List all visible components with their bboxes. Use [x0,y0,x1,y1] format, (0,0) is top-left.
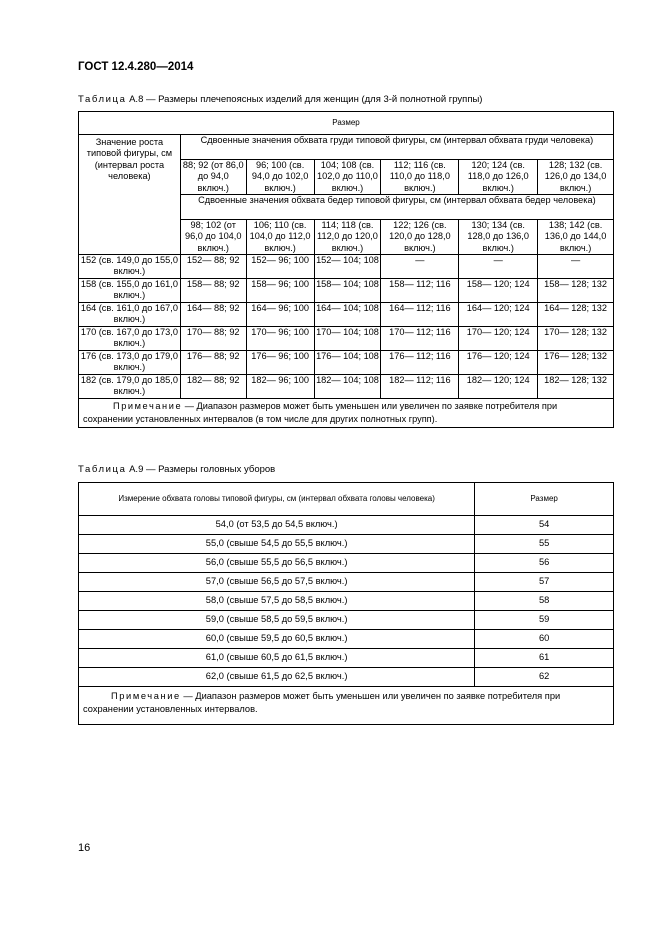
head-size-cell: 60 [475,630,614,649]
size-header: Размер [79,112,614,135]
size-cell: 158— 112; 116 [381,279,459,303]
height-cell: 182 (св. 179,0 до 185,0 включ.) [79,375,181,399]
size-cell: 158— 96; 100 [246,279,314,303]
height-cell: 176 (св. 173,0 до 179,0 включ.) [79,351,181,375]
chest-value-cell: 120; 124 (св. 118,0 до 126,0 включ.) [459,160,538,195]
head-size-cell: 61 [475,649,614,668]
size-cell: 158— 120; 124 [459,279,538,303]
caption-text: А.9 — Размеры головных уборов [126,464,276,475]
size-cell: 176— 96; 100 [246,351,314,375]
head-girth-cell: 56,0 (свыше 55,5 до 56,5 включ.) [79,554,475,573]
size-cell: 164— 128; 132 [538,303,614,327]
size-cell: 158— 88; 92 [180,279,246,303]
chest-value-cell: 112; 116 (св. 110,0 до 118,0 включ.) [381,160,459,195]
head-girth-cell: 57,0 (свыше 56,5 до 57,5 включ.) [79,573,475,592]
size-cell: 158— 104; 108 [314,279,381,303]
size-cell: — [381,255,459,279]
head-size-cell: 56 [475,554,614,573]
size-cell: 182— 96; 100 [246,375,314,399]
size-cell: — [538,255,614,279]
size-cell: 152— 88; 92 [180,255,246,279]
table-row [79,668,614,687]
chest-value-cell: 128; 132 (св. 126,0 до 134,0 включ.) [538,160,614,195]
table-row [79,630,614,649]
table-row [79,573,614,592]
head-girth-cell: 60,0 (свыше 59,5 до 60,5 включ.) [79,630,475,649]
hips-value-cell: 138; 142 (св. 136,0 до 144,0 включ.) [538,220,614,255]
size-cell: — [459,255,538,279]
hips-header: Сдвоенные значения обхвата бедер типовой фигуры, см (интервал обхвата бедер человека) [180,195,613,220]
size-cell: 170— 104; 108 [314,327,381,351]
table-row [79,351,614,375]
size-cell: 158— 128; 132 [538,279,614,303]
chest-value-cell: 96; 100 (св. 94,0 до 102,0 включ.) [246,160,314,195]
size-cell: 170— 120; 124 [459,327,538,351]
size-cell: 164— 104; 108 [314,303,381,327]
size-cell: 176— 128; 132 [538,351,614,375]
table-row [79,554,614,573]
hips-value-cell: 114; 118 (св. 112,0 до 120,0 включ.) [314,220,381,255]
table-a8-note [79,399,614,428]
table-row [79,375,614,399]
table-a9 [78,482,614,725]
head-girth-header: Измерение обхвата головы типовой фигуры, см (интервал обхвата головы человека) [79,483,475,516]
size-cell: 182— 128; 132 [538,375,614,399]
chest-value-cell: 104; 108 (св. 102,0 до 110,0 включ.) [314,160,381,195]
table-row [79,516,614,535]
hips-value-cell: 130; 134 (св. 128,0 до 136,0 включ.) [459,220,538,255]
height-cell: 164 (св. 161,0 до 167,0 включ.) [79,303,181,327]
caption-label: Таблица [78,464,127,475]
note-text: — Диапазон размеров может быть уменьшен или увеличен по заявке потребителя при сохранении установленных интервалов. [83,691,561,714]
size-cell: 176— 120; 124 [459,351,538,375]
size-cell: 164— 88; 92 [180,303,246,327]
table-a9-note [79,687,614,725]
table-row [79,279,614,303]
table-a8 [78,111,614,428]
table-row [79,592,614,611]
height-cell: 158 (св. 155,0 до 161,0 включ.) [79,279,181,303]
head-girth-cell: 62,0 (свыше 61,5 до 62,5 включ.) [79,668,475,687]
head-size-cell: 54 [475,516,614,535]
size-cell: 182— 120; 124 [459,375,538,399]
table-a9-caption [78,464,275,475]
size-cell: 164— 112; 116 [381,303,459,327]
standard-number: ГОСТ 12.4.280—2014 [78,61,194,73]
size-cell: 176— 112; 116 [381,351,459,375]
size-cell: 182— 88; 92 [180,375,246,399]
head-girth-cell: 54,0 (от 53,5 до 54,5 включ.) [79,516,475,535]
table-row [79,611,614,630]
hips-value-cell: 106; 110 (св. 104,0 до 112,0 включ.) [246,220,314,255]
head-size-cell: 58 [475,592,614,611]
size-cell: 170— 112; 116 [381,327,459,351]
size-cell: 176— 104; 108 [314,351,381,375]
caption-text: А.8 — Размеры плечепоясных изделий для женщин (для 3-й полнотной группы) [126,94,483,105]
table-row [79,255,614,279]
head-size-cell: 59 [475,611,614,630]
size-cell: 182— 112; 116 [381,375,459,399]
size-cell: 170— 88; 92 [180,327,246,351]
note-label: Примечание [113,401,183,411]
note-text: — Диапазон размеров может быть уменьшен или увеличен по заявке потребителя при сохранении установленных интервалов (в том числе для других полнотных групп). [83,401,558,424]
head-girth-cell: 58,0 (свыше 57,5 до 58,5 включ.) [79,592,475,611]
table-a8-caption [78,94,482,105]
table-row [79,303,614,327]
size-cell: 170— 128; 132 [538,327,614,351]
size-cell: 182— 104; 108 [314,375,381,399]
table-row [79,535,614,554]
size-cell: 152— 104; 108 [314,255,381,279]
table-row [79,649,614,668]
size-header: Размер [475,483,614,516]
size-cell: 152— 96; 100 [246,255,314,279]
head-size-cell: 57 [475,573,614,592]
hips-value-cell: 98; 102 (от 96,0 до 104,0 включ.) [180,220,246,255]
height-column-header: Значение роста типовой фигуры, см (интервал роста человека) [79,135,181,255]
table-row [79,327,614,351]
size-cell: 164— 120; 124 [459,303,538,327]
head-girth-cell: 55,0 (свыше 54,5 до 55,5 включ.) [79,535,475,554]
note-label: Примечание [111,691,181,701]
head-size-cell: 55 [475,535,614,554]
chest-value-cell: 88; 92 (от 86,0 до 94,0 включ.) [180,160,246,195]
head-girth-cell: 59,0 (свыше 58,5 до 59,5 включ.) [79,611,475,630]
head-size-cell: 62 [475,668,614,687]
chest-header: Сдвоенные значения обхвата груди типовой фигуры, см (интервал обхвата груди человека) [180,135,613,160]
head-girth-cell: 61,0 (свыше 60,5 до 61,5 включ.) [79,649,475,668]
hips-value-cell: 122; 126 (св. 120,0 до 128,0 включ.) [381,220,459,255]
size-cell: 176— 88; 92 [180,351,246,375]
size-cell: 170— 96; 100 [246,327,314,351]
height-cell: 152 (св. 149,0 до 155,0 включ.) [79,255,181,279]
height-cell: 170 (св. 167,0 до 173,0 включ.) [79,327,181,351]
size-cell: 164— 96; 100 [246,303,314,327]
caption-label: Таблица [78,94,127,105]
page-number: 16 [78,842,91,854]
